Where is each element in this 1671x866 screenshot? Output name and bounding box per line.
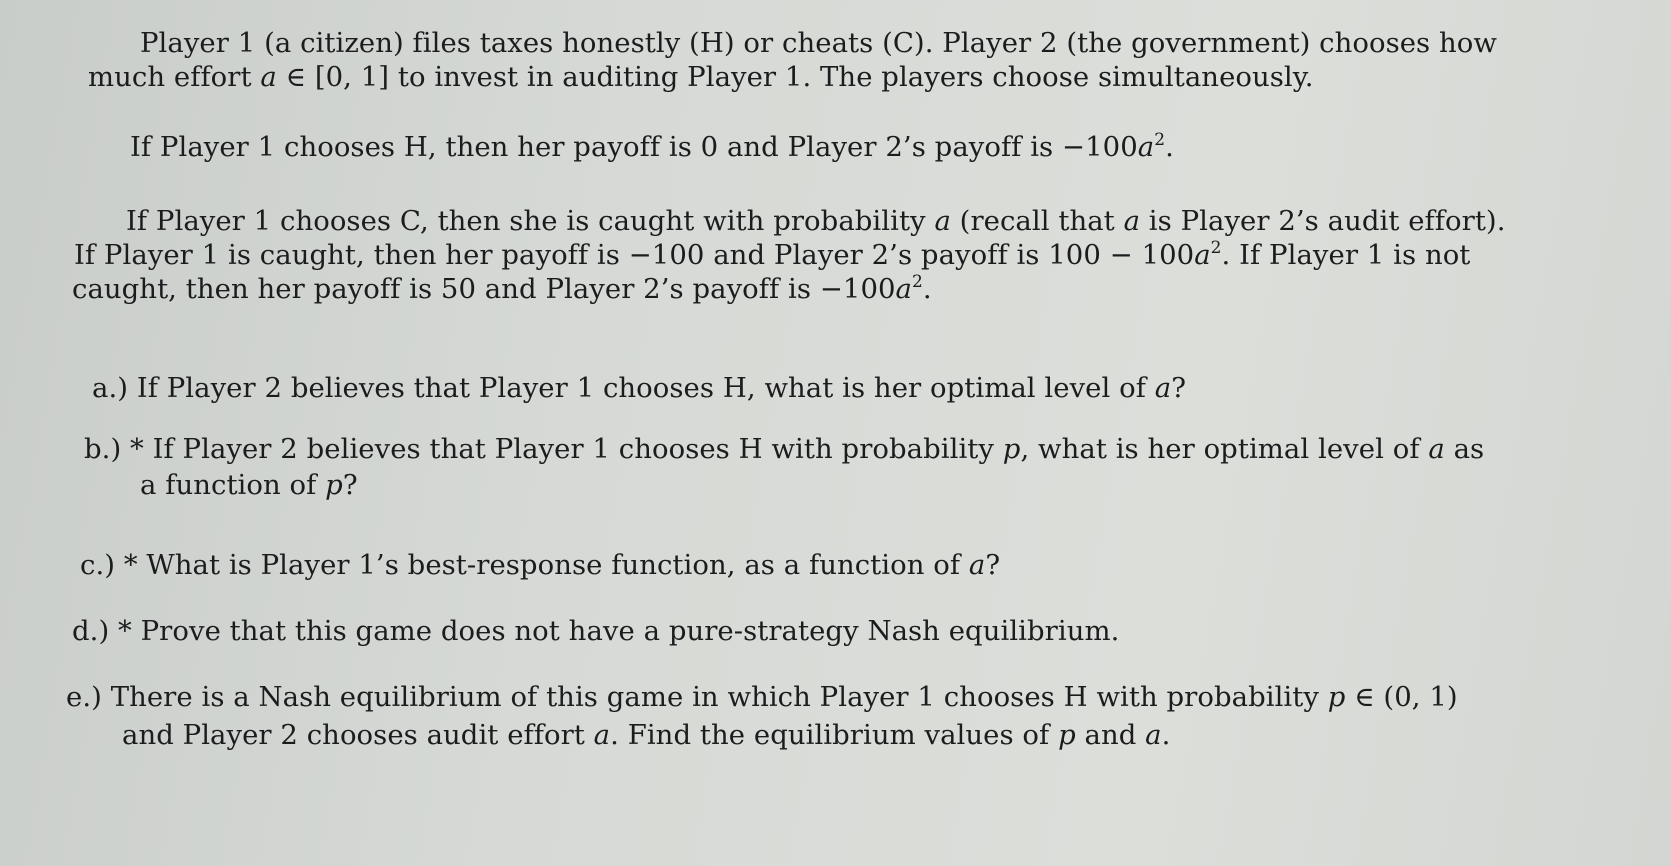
exponent: 2: [912, 272, 923, 292]
question-label: b.): [84, 433, 122, 465]
period: .: [922, 273, 932, 305]
question-mark: ?: [985, 549, 1001, 581]
var-a: a: [1123, 205, 1141, 237]
var-a: a: [1428, 433, 1445, 465]
cheat-line-3: [72, 272, 932, 306]
cheat-text-3a: caught, then her payoff is 50 and Player 2’s payoff is −100: [72, 273, 896, 305]
intro-line-2: [88, 60, 1314, 94]
question-text: * What is Player 1’s best-response function, as a function of: [123, 549, 969, 581]
cheat-text-2b: . If Player 1 is not: [1221, 239, 1471, 271]
cheat-line-2: [74, 238, 1470, 272]
question-c: [80, 548, 1000, 582]
var-p: p: [1327, 681, 1346, 713]
exponent: 2: [1154, 130, 1166, 150]
question-text: , what is her optimal level of: [1020, 433, 1429, 465]
question-text: and: [1075, 719, 1146, 751]
question-d: [72, 614, 1119, 648]
question-label: a.): [92, 372, 129, 404]
var-p: p: [1002, 433, 1021, 465]
intro-text-1: Player 1 (a citizen) files taxes honestly (H) or cheats (C). Player 2 (the government) chooses how: [140, 27, 1497, 59]
question-text: and Player 2 chooses audit effort: [122, 719, 594, 751]
question-e-line-1: [66, 680, 1458, 714]
var-a: a: [895, 273, 912, 305]
question-text: a function of: [140, 469, 326, 501]
question-e-line-2: [122, 718, 1170, 752]
cheat-text-2a: If Player 1 is caught, then her payoff is −100 and Player 2’s payoff is 100 − 100: [74, 239, 1195, 271]
question-a: [92, 371, 1186, 405]
cheat-line-1: [126, 204, 1506, 238]
question-mark: ?: [1171, 372, 1187, 404]
period: .: [1161, 719, 1171, 751]
cheat-text-1c: is Player 2’s audit effort).: [1140, 205, 1506, 237]
intro-line-1: [140, 26, 1497, 60]
var-a: a: [593, 719, 611, 751]
question-text: . Find the equilibrium values of: [610, 719, 1059, 751]
var-a: a: [1145, 719, 1162, 751]
var-a: a: [1154, 372, 1172, 404]
cheat-text-1b: (recall that: [950, 205, 1124, 237]
question-text: as: [1444, 433, 1485, 465]
question-text: * If Player 2 believes that Player 1 chooses H with probability: [130, 433, 1003, 465]
question-text: ∈ (0, 1): [1345, 681, 1458, 713]
var-a: a: [1194, 239, 1211, 271]
var-a: a: [260, 61, 277, 93]
question-label: c.): [80, 549, 116, 581]
question-mark: ?: [342, 469, 358, 501]
cheat-text-1a: If Player 1 chooses C, then she is caught with probability: [126, 205, 935, 237]
var-a: a: [1137, 131, 1155, 163]
question-label: d.): [72, 615, 110, 647]
question-text: If Player 2 believes that Player 1 chooses H, what is her optimal level of: [136, 372, 1155, 404]
honest-paragraph: [130, 130, 1174, 164]
var-a: a: [968, 549, 986, 581]
var-p: p: [1058, 719, 1076, 751]
question-text: * Prove that this game does not have a pure-strategy Nash equilibrium.: [118, 615, 1120, 647]
var-a: a: [934, 205, 951, 237]
period: .: [1165, 131, 1174, 163]
intro-text-2a: much effort: [88, 61, 261, 93]
intro-text-2b: ∈ [0, 1] to invest in auditing Player 1. The players choose simultaneously.: [276, 61, 1314, 93]
exponent: 2: [1210, 238, 1222, 258]
question-label: e.): [66, 681, 102, 713]
question-b-line-2: [140, 468, 358, 502]
var-p: p: [325, 469, 343, 501]
question-text: There is a Nash equilibrium of this game in which Player 1 chooses H with probability: [110, 681, 1328, 713]
honest-text: If Player 1 chooses H, then her payoff is 0 and Player 2’s payoff is −100: [130, 131, 1138, 163]
question-b-line-1: [84, 432, 1484, 466]
